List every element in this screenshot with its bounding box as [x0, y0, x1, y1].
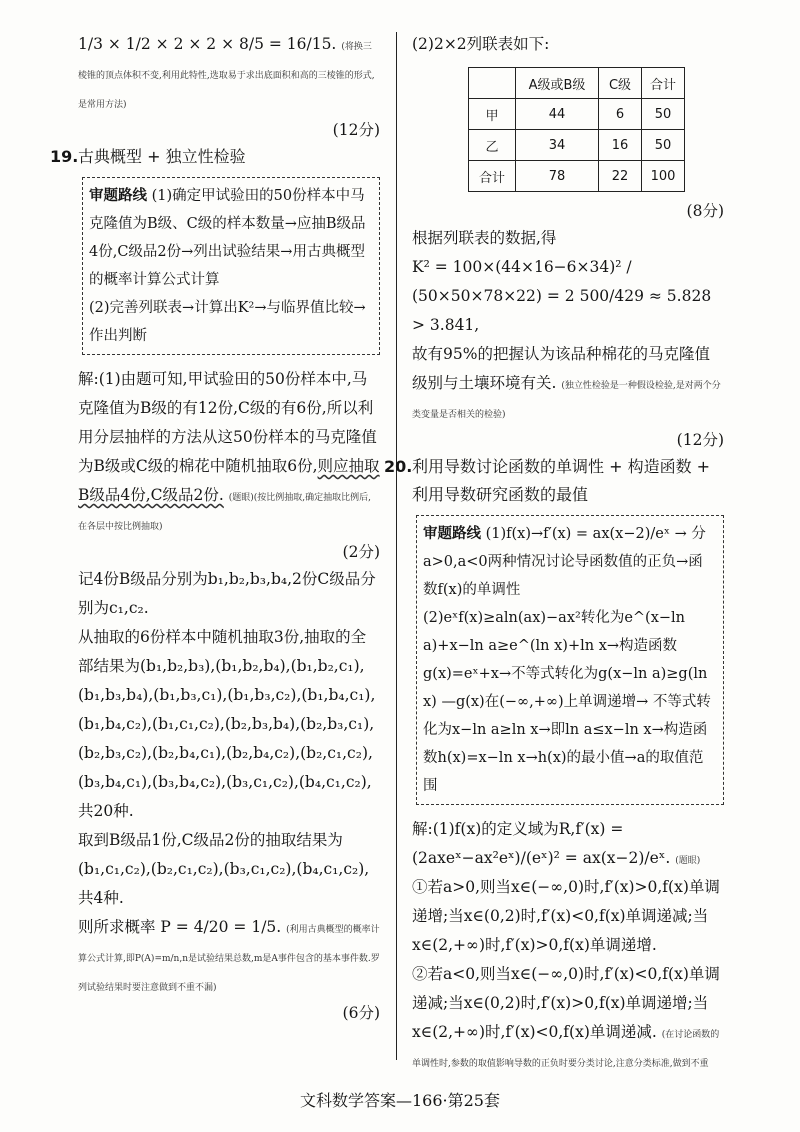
table-cell: 乙 [469, 130, 516, 161]
k2-intro: 根据列联表的数据,得 [412, 229, 557, 247]
table-header-cell [469, 68, 516, 99]
score-2: (2分) [342, 543, 380, 561]
table-row [469, 161, 685, 192]
right-column [384, 30, 724, 1076]
table-cell: 78 [516, 161, 599, 192]
q20-route-box [416, 515, 724, 805]
q19-solution-5: 则所求概率 P = 4/20 = 1/5. (利用古典概型的概率计算公式计算,即P(A)=m/n,n是试验结果总数,m是A事件包含的基本事件数.罗列试验结果时要注意做到不重不漏) [78, 918, 380, 993]
score-6: (6分) [342, 1004, 380, 1022]
table-intro: (2)2×2列联表如下: [412, 35, 550, 53]
q19-solution-3: 从抽取的6份样本中随机抽取3份,抽取的全部结果为(b₁,b₂,b₃),(b₁,b₂,b₄),(b₁,b₂,c₁),(b₁,b₃,b₄),(b₁,b₃,c₁),(b₁,b₃,c₂),(b₁,b₄,c₁),(b₁,b₄,c₂),(b₁,c₁,c₂),(b₂,b₃,b₄),(b₂,b₃,c₁),(b₂,b₃,c₂),(b₂,b₄,c₁),(b₂,b₄,c₂),(b₂,c₁,c₂),(b₃,b₄,c₁),(b₃,b₄,c₂),(b₃,c₁,c₂),(b₄,c₁,c₂),共20种. [78, 628, 376, 820]
conclusion-note: (独立性检验是一种假设检验,是对两个分类变量是否相关的检验) [412, 381, 721, 420]
q20-solution-1: 解:(1)f(x)的定义域为R,f′(x) = (2axeˣ−ax²eˣ)/(eˣ)² = ax(x−2)/eˣ. (题眼) [412, 820, 701, 867]
page-footer: 文科数学答案—166·第25套 [300, 1091, 500, 1110]
q20-case-2: ②若a<0,则当x∈(−∞,0)时,f′(x)<0,f(x)单调递减;当x∈(0,2)时,f′(x)>0,f(x)单调递增;当x∈(2,+∞)时,f′(x)<0,f(x)单调递减. (在讨论函数的单调性时,参数的取值影响导数的正负时要分类讨论,注意分类标准,做到不重 [412, 965, 720, 1069]
table-cell: 甲 [469, 99, 516, 130]
table-cell: 22 [599, 161, 642, 192]
q20-solution-note: (题眼) [675, 856, 701, 866]
table-cell: 34 [516, 130, 599, 161]
q20-route-line-2: (2)eˣf(x)≥aln(ax)−ax²转化为e^(x−ln a)+x−ln a≥e^(ln x)+ln x→构造函数g(x)=eˣ+x→不等式转化为g(x−ln a)≥g(ln x) —g(x)在(−∞,+∞)上单调递增→ 不等式转化为x−ln a≥ln x→即ln a≤x−ln x→构造函数h(x)=x−ln x→h(x)的最小值→a的取值范围 [423, 610, 711, 794]
score-12-top: (12分) [332, 121, 380, 139]
table-header-cell: C级 [599, 68, 642, 99]
q20-number: 20. [384, 457, 413, 476]
table-cell: 44 [516, 99, 599, 130]
q19-note-5: (利用古典概型的概率计算公式计算,即P(A)=m/n,n是试验结果总数,m是A事件包含的基本事件数.罗列试验结果时要注意做到不重不漏) [78, 925, 380, 993]
k2-formula: K² = 100×(44×16−6×34)² / (50×50×78×22) = 2 500/429 ≈ 5.828 > 3.841, [412, 258, 712, 334]
table-cell: 50 [642, 99, 685, 130]
q19-route-line-2: (2)完善列联表→计算出K²→与临界值比较→作出判断 [89, 300, 366, 344]
q19-solution-2: 记4份B级品分别为b₁,b₂,b₃,b₄,2份C级品分别为c₁,c₂. [78, 570, 376, 617]
top-formula: 1/3 × 1/2 × 2 × 2 × 8/5 = 16/15. (将换三棱锥的顶点体积不变,利用此特性,选取易于求出底面积和高的三棱锥的形式,是常用方法) [78, 35, 375, 110]
table-header-cell: A级或B级 [516, 68, 599, 99]
q19-title: 古典概型 + 独立性检验 [78, 147, 246, 166]
table-cell: 6 [599, 99, 642, 130]
q19-route-title: 审题路线 [89, 188, 147, 204]
column-divider [396, 32, 397, 1060]
q19-heading [50, 143, 380, 171]
q19-solution-4: 取到B级品1份,C级品2份的抽取结果为(b₁,c₁,c₂),(b₂,c₁,c₂),(b₃,c₁,c₂),(b₄,c₁,c₂),共4种. [78, 831, 370, 907]
table-row [469, 130, 685, 161]
score-8: (8分) [686, 202, 724, 220]
q19-solution-1: 解:(1)由题可知,甲试验田的50份样本中,马克隆值为B级的有12份,C级的有6份,所以利用分层抽样的方法从这50份样本的马克隆值为B级或C级的棉花中随机抽取6份,则应抽取B级品4份,C级品2份. (题眼)(按比例抽取,确定抽取比例后,在各层中按比例抽取) [78, 370, 380, 532]
q20-route-line-1: (1)f(x)→f′(x) = ax(x−2)/eˣ → 分a>0,a<0两种情况讨论导函数值的正负→函数f(x)的单调性 [423, 526, 706, 598]
q20-title: 利用导数讨论函数的单调性 + 构造函数 + 利用导数研究函数的最值 [412, 457, 711, 504]
q20-heading [384, 453, 724, 509]
q19-number: 19. [50, 147, 79, 166]
table-header-cell: 合计 [642, 68, 685, 99]
q19-note-1: (题眼)(按比例抽取,确定抽取比例后,在各层中按比例抽取) [78, 493, 372, 532]
q20-end-note: (在讨论函数的单调性时,参数的取值影响导数的正负时要分类讨论,注意分类标准,做到不重 [412, 1030, 720, 1069]
q19-route-line-1: (1)确定甲试验田的50份样本中马克隆值为B级、C级的样本数量→应抽B级品4份,C级品2份→列出试验结果→用古典概型的概率计算公式计算 [89, 188, 366, 288]
table-row [469, 99, 685, 130]
q20-route-title: 审题路线 [423, 526, 481, 542]
conclusion: 故有95%的把握认为该品种棉花的马克隆值级别与土壤环境有关. (独立性检验是一种假设检验,是对两个分类变量是否相关的检验) [412, 345, 721, 420]
q19-route-box [82, 177, 380, 355]
q20-case-1: ①若a>0,则当x∈(−∞,0)时,f′(x)>0,f(x)单调递增;当x∈(0,2)时,f′(x)<0,f(x)单调递减;当x∈(2,+∞)时,f′(x)>0,f(x)单调递增. [412, 878, 720, 954]
table-cell: 50 [642, 130, 685, 161]
table-header-row [469, 68, 685, 99]
left-column [50, 30, 380, 1026]
top-formula-note: (将换三棱锥的顶点体积不变,利用此特性,选取易于求出底面积和高的三棱锥的形式,是常用方法) [78, 42, 375, 110]
contingency-table [468, 67, 685, 192]
q19-key-result: 则应抽取B级品4份,C级品2份. [78, 457, 380, 504]
table-cell: 合计 [469, 161, 516, 192]
table-cell: 100 [642, 161, 685, 192]
score-12: (12分) [676, 431, 724, 449]
table-cell: 16 [599, 130, 642, 161]
